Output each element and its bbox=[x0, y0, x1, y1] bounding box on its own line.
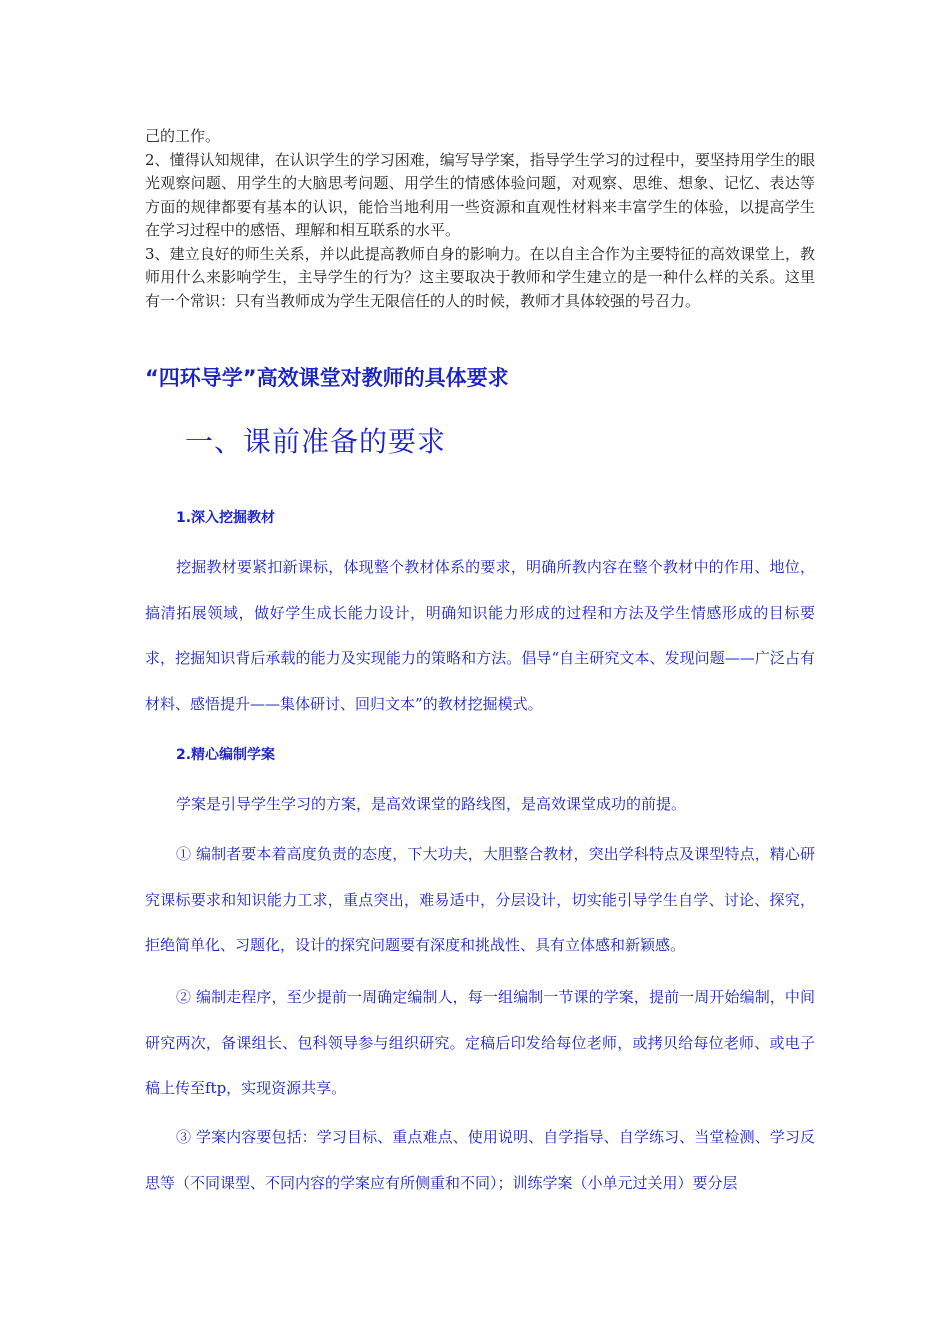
body-paragraph: ② 编制走程序，至少提前一周确定编制人，每一组编制一节课的学案，提前一周开始编制，中间研究两次，备课组长、包科领导参与组织研究。定稿后印发给每位老师，或拷贝给每位老师、或电子稿上传至ftp，实现资源共享。 bbox=[145, 988, 815, 1097]
document-title: “四环导学”高效课堂对教师的具体要求 bbox=[145, 366, 509, 390]
section-heading: 一、课前准备的要求 bbox=[185, 425, 447, 458]
subsection-heading: 2.精心编制学案 bbox=[176, 747, 276, 763]
body-paragraph: ③ 学案内容要包括：学习目标、重点难点、使用说明、自学指导、自学练习、当堂检测、学习反思等（不同课型、不同内容的学案应有所侧重和不同）；训练学案（小单元过关用）要分层 bbox=[145, 1128, 815, 1192]
body-paragraph: 挖掘教材要紧扣新课标，体现整个教材体系的要求，明确所教内容在整个教材中的作用、地位，搞清拓展领域，做好学生成长能力设计，明确知识能力形成的过程和方法及学生情感形成的目标要求，挖掘知识背后承载的能力及实现能力的策略和方法。倡导“自主研究文本、发现问题——广泛占有材料、感悟提升——集体研讨、回归文本”的教材挖掘模式。 bbox=[145, 558, 815, 713]
body-paragraph: 学案是引导学生学习的方案，是高效课堂的路线图，是高效课堂成功的前提。 bbox=[176, 795, 687, 813]
intro-text bbox=[145, 125, 815, 313]
body-paragraph: ① 编制者要本着高度负责的态度，下大功夫，大胆整合教材，突出学科特点及课型特点，精心研究课标要求和知识能力工求，重点突出，难易适中，分层设计，切实能引导学生自学、讨论、探究，拒绝简单化、习题化，设计的探究问题要有深度和挑战性、具有立体感和新颖感。 bbox=[145, 845, 815, 954]
subsection-heading: 1.深入挖掘教材 bbox=[176, 510, 276, 526]
intro-paragraph: 2、懂得认知规律，在认识学生的学习困难，编写导学案，指导学生学习的过程中，要坚持用学生的眼光观察问题、用学生的大脑思考问题、用学生的情感体验问题，对观察、思维、想象、记忆、表达等方面的规律都要有基本的认识，能恰当地利用一些资源和直观性材料来丰富学生的体验，以提高学生在学习过程中的感悟、理解和相互联系的水平。 bbox=[145, 150, 815, 239]
intro-paragraph: 3、建立良好的师生关系，并以此提高教师自身的影响力。在以自主合作为主要特征的高效课堂上，教师用什么来影响学生，主导学生的行为？这主要取决于教师和学生建立的是一种什么样的关系。这里有一个常识：只有当教师成为学生无限信任的人的时候，教师才具体较强的号召力。 bbox=[145, 244, 815, 310]
intro-paragraph: 己的工作。 bbox=[145, 127, 221, 145]
